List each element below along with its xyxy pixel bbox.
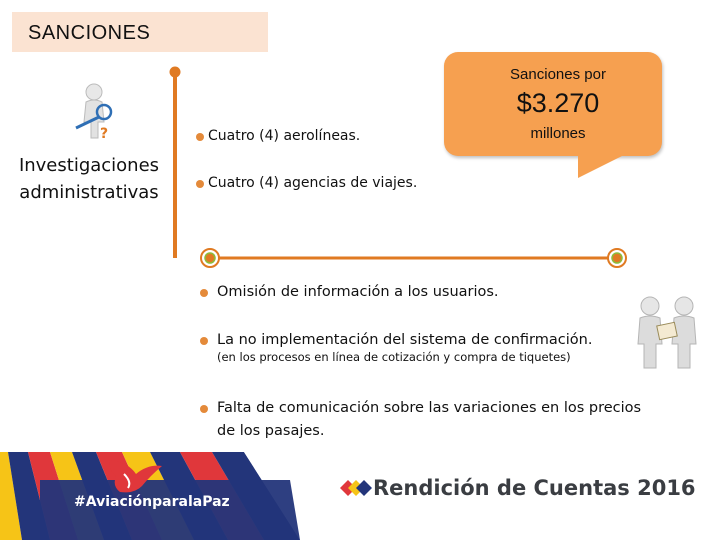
confirmation-note: (en los procesos en línea de cotización y compra de tiquetes) <box>217 350 571 364</box>
bullet-communication: Falta de comunicación sobre las variaciones en los precios de los pasajes. <box>217 397 641 443</box>
bullet-travel-agencies: Cuatro (4) agencias de viajes. <box>208 175 417 191</box>
investigations-label: Investigaciones administrativas <box>18 155 160 203</box>
callout-amount: $3.270 <box>516 88 600 118</box>
bullet-airlines: Cuatro (4) aerolíneas. <box>208 128 360 144</box>
handshake-figures-icon <box>630 294 704 372</box>
svg-text:?: ? <box>100 126 109 142</box>
callout-text-bottom: millones <box>530 125 586 142</box>
bullet-omission: Omisión de información a los usuarios. <box>217 281 499 304</box>
footer-hashtag: #AviaciónparalaPaz <box>74 494 230 510</box>
investigation-figure-icon <box>64 82 124 144</box>
bullet-confirmation: La no implementación del sistema de confirmación. <box>217 329 592 352</box>
callout-tail <box>578 152 630 178</box>
page-title: SANCIONES <box>28 22 151 44</box>
callout-text-top: Sanciones por <box>510 66 606 83</box>
footer-title: Rendición de Cuentas 2016 <box>373 476 696 500</box>
